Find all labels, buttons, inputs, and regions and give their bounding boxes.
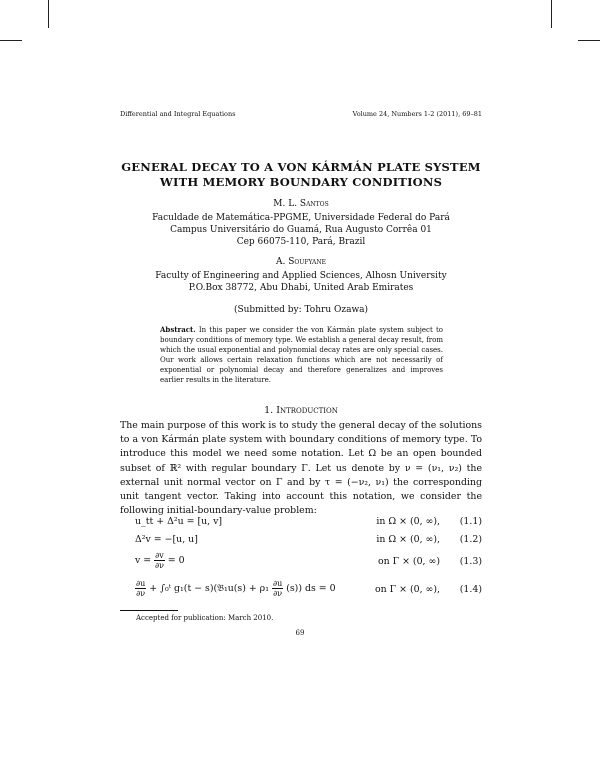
- fraction-numerator: ∂v: [155, 551, 164, 560]
- equation-1-3: [135, 553, 482, 573]
- author1-affiliation-1: Faculdade de Matemática-PPGME, Universidade Federal do Pará: [152, 213, 450, 223]
- equation-lhs-part: + ∫₀ᵗ g₁(t − s)(𝔅₁u(s) + ρ₁: [149, 583, 269, 594]
- author2-affiliation-1: Faculty of Engineering and Applied Sciences, Alhosn University: [155, 271, 447, 281]
- equation-domain: on Γ × (0, ∞): [377, 556, 440, 567]
- fraction: [272, 579, 283, 598]
- equation-lhs: [135, 579, 336, 598]
- submitted-by: (Submitted by: Tohru Ozawa): [233, 305, 369, 315]
- abstract-label: Abstract.: [160, 325, 196, 334]
- section-title: Introduction: [276, 405, 338, 416]
- equation-1-1: [135, 516, 482, 530]
- paper-title: [120, 160, 482, 190]
- equation-lhs: Δ²v = −[u, u]: [135, 534, 198, 545]
- crop-mark: [578, 40, 600, 41]
- footnote-rule: [120, 610, 178, 611]
- equation-domain: in Ω × (0, ∞),: [376, 516, 440, 527]
- section-number: 1.: [264, 405, 274, 416]
- abstract: [160, 325, 443, 385]
- journal-name: Differential and Integral Equations: [120, 110, 236, 118]
- equation-lhs-part: = 0: [167, 555, 185, 566]
- fraction-numerator: ∂u: [136, 579, 146, 588]
- author1-block: [120, 198, 482, 248]
- equation-domain: on Γ × (0, ∞),: [374, 584, 440, 595]
- page-number: 69: [295, 629, 305, 637]
- fraction-denominator: ∂ν: [273, 589, 283, 598]
- intro-paragraph: The main purpose of this work is to study the general decay of the solutions to a von Kármán plate system with boundary conditions of memory type. To introduce this model we need some notation. Let Ω be an open bounded subset of ℝ² with regular boundary Γ. Let us denote by ν = (ν₁, ν₂) the external unit normal vector on Γ and by τ = (−ν₂, ν₁) the corresponding unit tangent vector. Taking into account this notation, we consider the following initial-boundary-value problem:: [120, 420, 482, 517]
- author1-affiliation-3: Cep 66075-110, Pará, Brazil: [236, 237, 366, 247]
- title-line-1: GENERAL DECAY TO A VON KÁRMÁN PLATE SYSTEM: [121, 160, 481, 174]
- equation-number: (1.1): [459, 516, 482, 527]
- author2-name: A. Soufyane: [276, 257, 326, 267]
- crop-mark: [48, 0, 49, 28]
- equation-number: (1.4): [459, 584, 482, 595]
- author1-name: M. L. Santos: [273, 199, 329, 209]
- crop-mark: [551, 0, 552, 28]
- author2-affiliation-2: P.O.Box 38772, Abu Dhabi, United Arab Emirates: [188, 283, 414, 293]
- equation-domain: in Ω × (0, ∞),: [376, 534, 440, 545]
- fraction-numerator: ∂u: [272, 579, 283, 588]
- footnote: Accepted for publication: March 2010.: [136, 614, 274, 622]
- fraction: [135, 579, 146, 598]
- running-head: [120, 110, 482, 118]
- fraction-denominator: ∂ν: [136, 589, 146, 598]
- crop-mark: [0, 40, 22, 41]
- section-heading: [120, 405, 482, 416]
- author1-affiliation-2: Campus Universitário do Guamá, Rua Augusto Corrêa 01: [170, 225, 432, 235]
- equation-lhs-part: (s)) ds = 0: [286, 583, 336, 594]
- equation-lhs: u_tt + Δ²u = [u, v]: [135, 516, 223, 527]
- equation-lhs-part: v =: [135, 555, 152, 566]
- equation-number: (1.3): [459, 556, 482, 567]
- volume-info: Volume 24, Numbers 1-2 (2011), 69–81: [352, 110, 482, 118]
- fraction-denominator: ∂ν: [154, 561, 164, 570]
- abstract-text: In this paper we consider the von Kármán plate system subject to boundary conditions of memory type. We establish a general decay result, from which the usual exponential and polynomial decay rates are only special cases. Our work allows certain relaxation functions which are not necessarily of exponential or polynomial decay and therefore generalizes and improves earlier results in the literature.: [160, 326, 443, 384]
- author2-block: [120, 256, 482, 294]
- equation-1-2: [135, 534, 482, 548]
- equation-number: (1.2): [459, 534, 482, 545]
- title-line-2: WITH MEMORY BOUNDARY CONDITIONS: [159, 175, 443, 189]
- equation-1-4: [135, 581, 482, 603]
- fraction: [154, 551, 165, 570]
- equation-lhs: [135, 551, 185, 570]
